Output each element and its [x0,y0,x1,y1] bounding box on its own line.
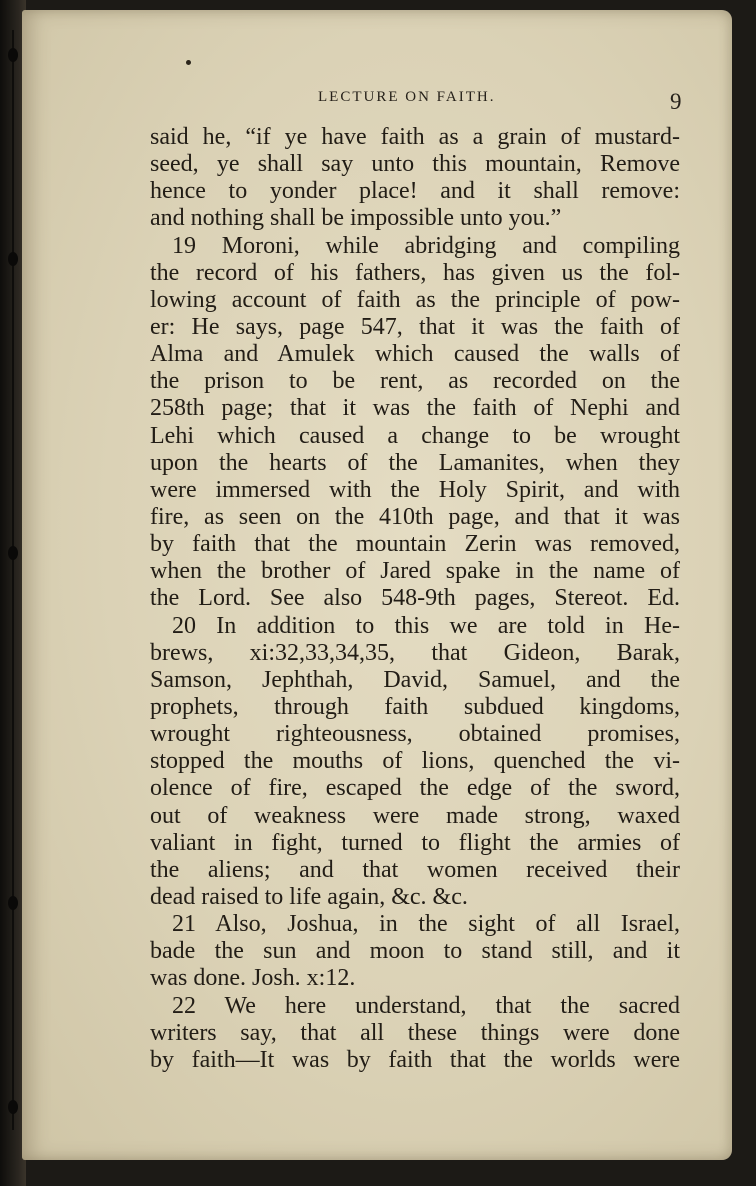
text-line: stopped the mouths of lions, quenched the vi- [150,748,680,775]
binding-stitch [8,896,18,910]
paragraph-start-line: 20 In addition to this we are told in He- [172,612,680,639]
text-line: fire, as seen on the 410th page, and that it was [150,503,680,530]
paragraph-start-line: 22 We here understand, that the sacred [172,992,680,1019]
text-line: olence of fire, escaped the edge of the sword, [150,775,680,802]
text-line: brews, xi:32,33,34,35, that Gideon, Barak, [150,639,680,666]
text-line: Lehi which caused a change to be wrought [150,422,680,449]
binding-stitch [8,546,18,560]
ink-dot [186,60,191,65]
binding-thread [12,30,14,1130]
text-line: upon the hearts of the Lamanites, when they [150,449,680,476]
running-head: LECTURE ON FAITH. [318,89,496,105]
text-line: valiant in fight, turned to flight the armies of [150,829,680,856]
text-line: out of weakness were made strong, waxed [150,802,680,829]
text-line: lowing account of faith as the principle of pow- [150,286,680,313]
binding-stitch [8,48,18,62]
body-text [150,124,680,1074]
text-line: the Lord. See also 548-9th pages, Stereot. Ed. [150,585,680,612]
text-line: bade the sun and moon to stand still, and it [150,938,680,965]
text-line: were immersed with the Holy Spirit, and with [150,476,680,503]
text-line: Samson, Jephthah, David, Samuel, and the [150,666,680,693]
text-line: er: He says, page 547, that it was the faith of [150,313,680,340]
text-line: and nothing shall be impossible unto you.” [150,205,562,232]
text-line: dead raised to life again, &c. &c. [150,883,468,910]
text-line: wrought righteousness, obtained promises, [150,721,680,748]
text-line: the prison to be rent, as recorded on the [150,368,680,395]
page-number: 9 [670,89,682,114]
text-line: when the brother of Jared spake in the name of [150,558,680,585]
paragraph-start-line: 21 Also, Joshua, in the sight of all Israel, [172,911,680,938]
text-line: writers say, that all these things were done [150,1019,680,1046]
text-line: the record of his fathers, has given us the fol- [150,259,680,286]
text-line: said he, “if ye have faith as a grain of mustard- [150,124,680,150]
text-line: the aliens; and that women received their [150,856,680,883]
binding-stitch [8,1100,18,1114]
text-line: seed, ye shall say unto this mountain, Remove [150,151,680,178]
text-line: by faith that the mountain Zerin was removed, [150,531,680,558]
text-line: 258th page; that it was the faith of Nephi and [150,395,680,422]
text-line: prophets, through faith subdued kingdoms, [150,693,680,720]
text-line: Alma and Amulek which caused the walls of [150,341,680,368]
text-line: hence to yonder place! and it shall remove: [150,178,680,205]
text-line: by faith—It was by faith that the worlds were [150,1046,680,1073]
binding-stitch [8,252,18,266]
text-line: was done. Josh. x:12. [150,965,356,992]
paragraph-start-line: 19 Moroni, while abridging and compiling [172,232,680,259]
